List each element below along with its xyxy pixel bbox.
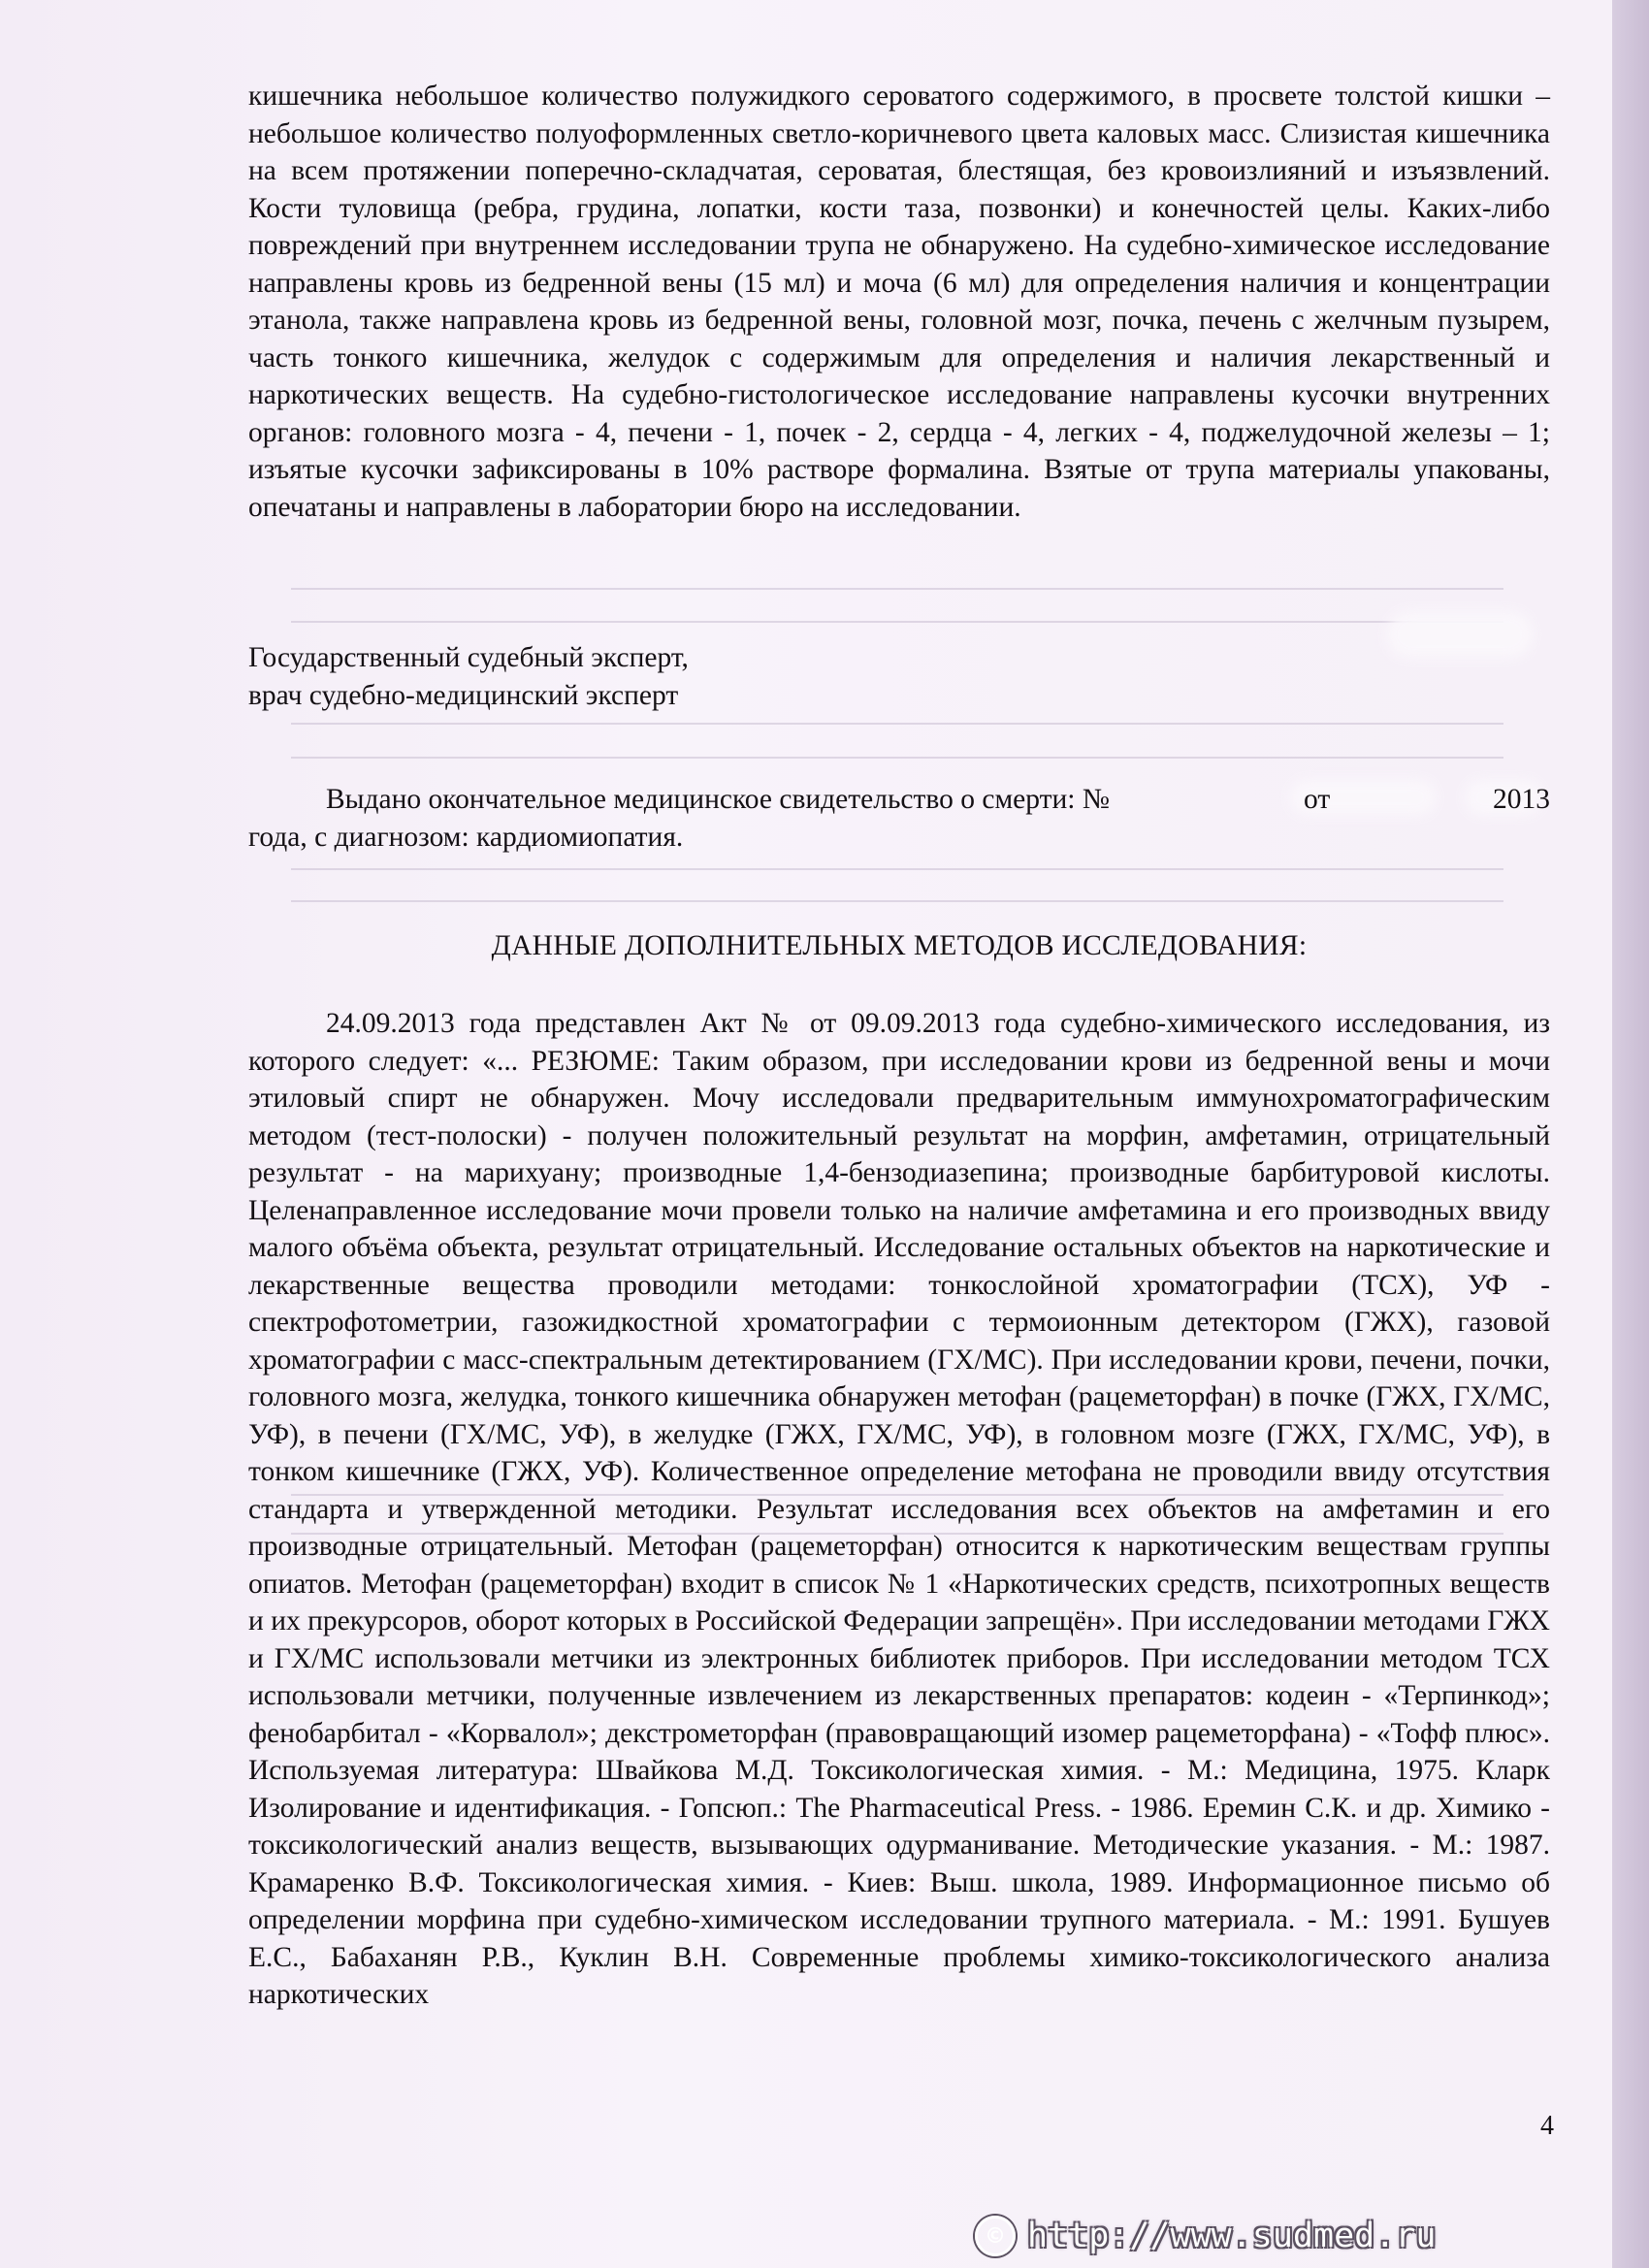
page-edge [1612, 0, 1649, 2268]
watermark-url: http://www.sudmed.ru [1027, 2217, 1437, 2255]
bleed-through-line [291, 588, 1504, 590]
bleed-through-line [291, 723, 1504, 725]
lab-results-paragraph [248, 1005, 1550, 2014]
redaction-blot [1387, 611, 1533, 658]
certificate-number-label: Выдано окончательное медицинское свидетельство о смерти: № [326, 784, 1111, 815]
signature-position: врач судебно-медицинский эксперт [248, 679, 679, 711]
site-watermark [975, 2212, 1620, 2260]
signature-block [248, 639, 689, 714]
section-heading: ДАННЫЕ ДОПОЛНИТЕЛЬНЫХ МЕТОДОВ ИССЛЕДОВАНИЯ: [491, 930, 1308, 961]
bleed-through-line [291, 621, 1504, 623]
bleed-through-line [291, 900, 1504, 902]
certificate-year: 2013 [1493, 784, 1550, 815]
paragraph-text: 24.09.2013 года представлен Акт № от 09.09.2013 года судебно-химического исследования, из которого следует: «... РЕЗЮМЕ: Таким образом, при исследовании крови из бедренной вены и мочи этиловый спирт не обнаружен. Мочу исследовали предварительным иммунохроматографическим методом (тест-полоски) - получен положительный результат на морфин, амфетамин, отрицательный результат - на марихуану; производные 1,4-бензодиазепина; производные барбитуровой кислоты. Целенаправленное исследование мочи провели только на наличие амфетамина и его производных ввиду малого объёма объекта, результат отрицательный. Исследование остальных объектов на наркотические и лекарственные вещества проводили методами: тонкослойной хроматографии (ТСХ), УФ - спектрофотометрии, газожидкостной хроматографии с термоионным детектором (ГЖХ), газовой хроматографии с масс-спектральным детектированием (ГХ/МС). При исследовании крови, печени, почки, головного мозга, желудка, тонкого кишечника обнаружен метофан (рацеметорфан) в почке (ГЖХ, ГХ/МС, УФ), в печени (ГХ/МС, УФ), в желудке (ГЖХ, ГХ/МС, УФ), в головном мозге (ГЖХ, ГХ/МС, УФ), в тонком кишечнике (ГЖХ, УФ). Количественное определение метофана не проводили ввиду отсутствия стандарта и утвержденной методики. Результат исследования всех объектов на амфетамин и его производные отрицательный. Метофан (рацеметорфан) относится к наркотическим веществам группы опиатов. Метофан (рацеметорфан) входит в список № 1 «Наркотических средств, психотропных веществ и их прекурсоров, оборот которых в Российской Федерации запрещён». При исследовании методами ГЖХ и ГХ/МС использовали метчики из электронных библиотек приборов. При исследовании методом ТСХ использовали метчики, полученные извлечением из лекарственных препаратов: кодеин - «Терпинкод»; фенобарбитал - «Корвалол»; декстрометорфан (правовращающий изомер рацеметорфана) - «Тофф плюс». Используемая литература: Швайкова М.Д. Токсикологическая химия. - М.: Медицина, 1975. Кларк Изолирование и идентификация. - Гопсюп.: The Pharmaceutical Press. - 1986. Еремин С.К. и др. Химико - токсикологический анализ веществ, вызывающих одурманивание. Методические указания. - М.: 1987. Крамаренко В.Ф. Токсикологическая химия. - Киев: Выш. школа, 1989. Информационное письмо об определении морфина при судебно-химическом исследовании трупного материала. - М.: 1991. Бушуев Е.С., Бабаханян Р.В., Куклин В.Н. Современные проблемы химико-токсикологического анализа наркотических [248, 1008, 1550, 2010]
death-certificate-note [248, 781, 1550, 856]
certificate-line [248, 781, 1550, 819]
bleed-through-line [291, 757, 1504, 759]
certificate-from-label: от [1304, 784, 1331, 815]
paragraph-text: кишечника небольшое количество полужидкого сероватого содержимого, в просвете толстой кишки – небольшое количество полуоформленных светло-коричневого цвета каловых масс. Слизистая кишечника на всем протяжении поперечно-складчатая, сероватая, блестящая, без кровоизлияний и изъязвлений. Кости туловища (ребра, грудина, лопатки, кости таза, позвонки) и конечностей целы. Каких-либо повреждений при внутреннем исследовании трупа не обнаружено. На судебно-химическое исследование направлены кровь из бедренной вены (15 мл) и моча (6 мл) для определения наличия и концентрации этанола, также направлена кровь из бедренной вены, головной мозг, почка, печень с желчным пузырем, часть тонкого кишечника, желудок с содержимым для определения и наличия лекарственный и наркотических веществ. На судебно-гистологическое исследование направлены кусочки внутренних органов: головного мозга - 4, печени - 1, почек - 2, сердца - 4, легких - 4, поджелудочной железы – 1; изъятые кусочки зафиксированы в 10% растворе формалина. Взятые от трупа материалы упакованы, опечатаны и направлены в лаборатории бюро на исследовании. [248, 81, 1550, 523]
autopsy-paragraph [248, 78, 1550, 526]
bleed-through-line [291, 868, 1504, 870]
certificate-diagnosis: года, с диагнозом: кардиомиопатия. [248, 821, 684, 853]
signature-title: Государственный судебный эксперт, [248, 642, 689, 673]
copyright-icon: © [975, 2216, 1016, 2256]
page-number: 4 [1540, 2111, 1554, 2141]
